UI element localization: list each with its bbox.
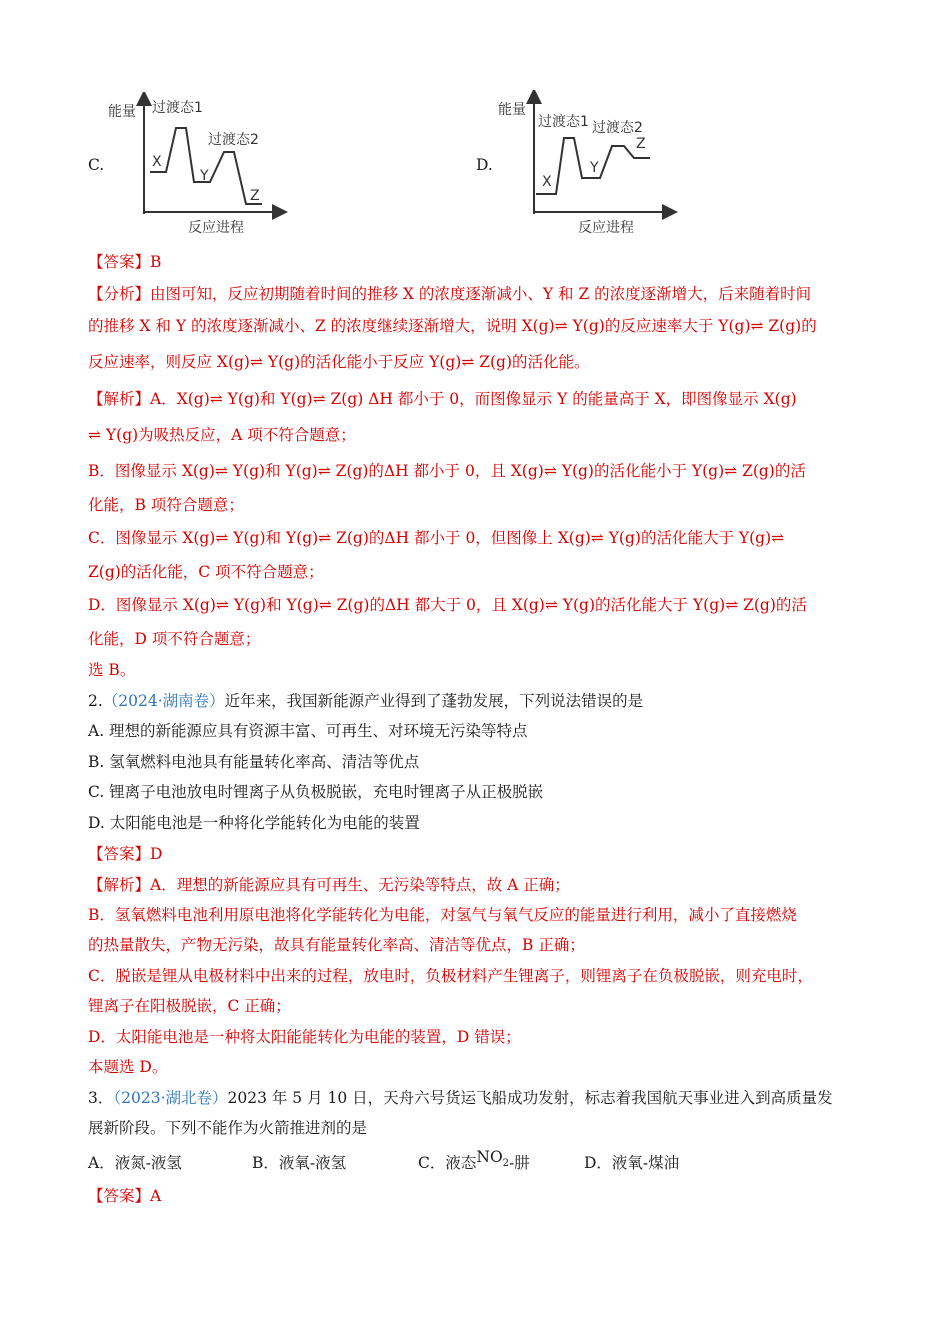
q1-explain-line-8: 化能，D 项不符合题意； (88, 630, 261, 648)
y-label-c: Y (200, 168, 209, 184)
q3-choice-c-prefix: C．液态 (418, 1154, 477, 1172)
ylabel-c: 能量 (108, 104, 136, 120)
q3-choice-c-suffix: -肼 (509, 1154, 530, 1172)
q2-option-a: A. 理想的新能源应具有资源丰富、可再生、对环境无污染等特点 (88, 722, 528, 740)
option-d-label: D. (476, 156, 493, 174)
q1-explain-line-6: Z(g)的活化能，C 项不符合题意； (88, 563, 324, 581)
q1-explain-line-9: 选 B。 (88, 661, 136, 679)
no2-symbol: NO (476, 1148, 503, 1166)
q2-option-d: D. 太阳能电池是一种将化学能转化为电能的装置 (88, 814, 420, 832)
z-label-d: Z (636, 136, 646, 152)
q2-stem (88, 690, 643, 712)
q1-explain-line-2: ⇌ Y(g)为吸热反应，A 项不符合题意； (88, 426, 356, 444)
q1-analysis-line-1: 【分析】由图可知，反应初期随着时间的推移 X 的浓度逐渐减小、Y 和 Z 的浓度逐渐增大，后来随着时间 (88, 285, 812, 303)
q2-explain-line-2: B．氢氧燃料电池利用原电池将化学能转化为电能，对氢气与氧气反应的能量进行利用，减小了直接燃烧 (88, 906, 797, 924)
q2-explain-line-1: 【解析】A．理想的新能源应具有可再生、无污染等特点，故 A 正确； (88, 876, 570, 894)
q3-number: 3． (88, 1089, 114, 1107)
q3-choice-a: A．液氮-液氢 (88, 1154, 182, 1172)
q1-explain-line-1: 【解析】A．X(g)⇌ Y(g)和 Y(g)⇌ Z(g) ΔH 都小于 0，而图像显示 Y 的能量高于 X，即图像显示 X(g) (88, 390, 797, 408)
q2-explain-line-3: 的热量散失，产物无污染，故具有能量转化率高、清洁等优点，B 正确； (88, 936, 585, 954)
q3-choice-c (418, 1148, 530, 1175)
q2-option-c: C. 锂离子电池放电时锂离子从负极脱嵌，充电时锂离子从正极脱嵌 (88, 783, 544, 801)
xlabel-d: 反应进程 (578, 220, 634, 236)
q3-source: （2023·湖北卷） (113, 1089, 228, 1107)
ts2-label-c: 过渡态2 (208, 132, 259, 148)
no2-subscript: 2 (502, 1158, 510, 1170)
q3-choice-b: B．液氧-液氢 (252, 1154, 347, 1172)
q1-analysis-line-2: 的推移 X 和 Y 的浓度逐渐减小、Z 的浓度继续逐渐增大，说明 X(g)⇌ Y(g)的反应速率大于 Y(g)⇌ Z(g)的 (88, 317, 817, 335)
q3-stem-line-1 (88, 1087, 833, 1109)
x-label-d: X (542, 174, 552, 190)
q2-stem-text: 近年来，我国新能源产业得到了蓬勃发展，下列说法错误的是 (224, 692, 644, 710)
q3-stem-line-2: 展新阶段。下列不能作为火箭推进剂的是 (88, 1119, 368, 1137)
option-c-label: C. (88, 156, 105, 174)
ts1-label-c: 过渡态1 (152, 100, 203, 116)
x-label-c: X (152, 154, 162, 170)
q3-stem-text: 2023 年 5 月 10 日，天舟六号货运飞船成功发射，标志着我国航天事业进入到高质量发 (227, 1089, 833, 1107)
ts1-label-d: 过渡态1 (538, 114, 589, 130)
q2-explain-line-6: D．太阳能电池是一种将太阳能能转化为电能的装置，D 错误； (88, 1028, 521, 1046)
q3-answer: 【答案】A (88, 1187, 162, 1205)
q2-number: 2. (88, 692, 103, 710)
q2-source: （2024·湖南卷） (102, 692, 225, 710)
z-label-c: Z (250, 188, 260, 204)
q1-explain-line-5: C．图像显示 X(g)⇌ Y(g)和 Y(g)⇌ Z(g)的ΔH 都小于 0，但图像上 X(g)⇌ Y(g)的活化能大于 Y(g)⇌ (88, 529, 785, 547)
xlabel-c: 反应进程 (188, 220, 244, 236)
energy-diagram-d (490, 90, 690, 238)
q2-option-b: B. 氢氧燃料电池具有能量转化率高、清洁等优点 (88, 753, 420, 771)
q1-explain-line-4: 化能，B 项符合题意； (88, 496, 244, 514)
q1-analysis-line-3: 反应速率，则反应 X(g)⇌ Y(g)的活化能小于反应 Y(g)⇌ Z(g)的活化能。 (88, 353, 590, 371)
q1-explain-line-7: D．图像显示 X(g)⇌ Y(g)和 Y(g)⇌ Z(g)的ΔH 都大于 0，且 X(g)⇌ Y(g)的活化能大于 Y(g)⇌ Z(g)的活 (88, 596, 807, 614)
q2-explain-line-7: 本题选 D。 (88, 1058, 168, 1076)
q2-explain-line-4: C．脱嵌是锂从电极材料中出来的过程，放电时，负极材料产生锂离子，则锂离子在负极脱嵌，则充电时， (88, 967, 813, 985)
energy-diagram-c (100, 92, 300, 238)
q1-answer: 【答案】B (88, 253, 162, 271)
q2-answer: 【答案】D (88, 845, 163, 863)
ylabel-d: 能量 (498, 102, 526, 118)
q1-explain-line-3: B．图像显示 X(g)⇌ Y(g)和 Y(g)⇌ Z(g)的ΔH 都小于 0，且 X(g)⇌ Y(g)的活化能小于 Y(g)⇌ Z(g)的活 (88, 462, 806, 480)
q3-choice-d: D．液氧-煤油 (584, 1154, 680, 1172)
y-label-d: Y (590, 160, 599, 176)
ts2-label-d: 过渡态2 (592, 120, 643, 136)
q2-explain-line-5: 锂离子在阳极脱嵌，C 正确； (88, 997, 291, 1015)
no2-formula (476, 1148, 510, 1170)
